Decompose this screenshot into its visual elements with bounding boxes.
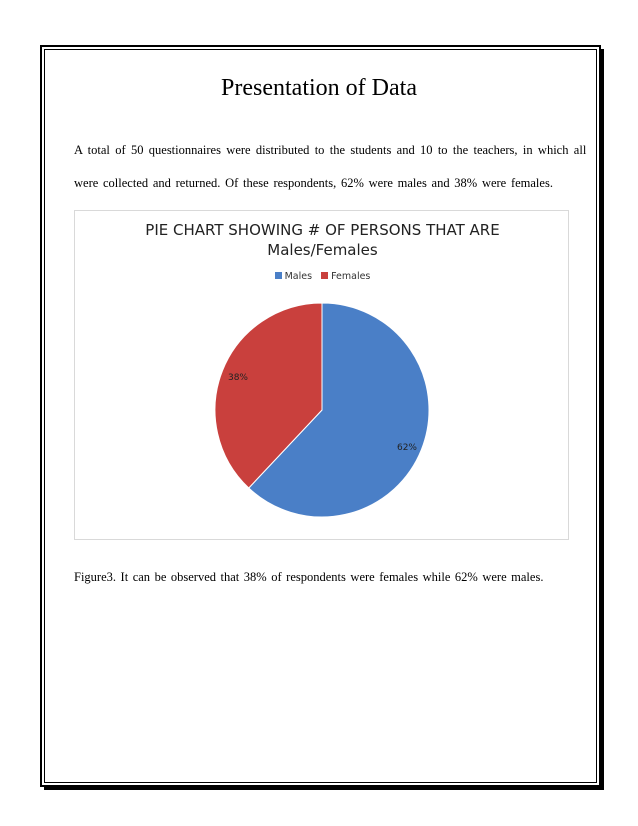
figure-caption: Figure3. It can be observed that 38% of respondents were females while 62% were males. (74, 570, 544, 584)
pie-label-females: 38% (227, 373, 249, 383)
pie-chart-svg (75, 211, 570, 541)
page-border-shadow-right (601, 49, 604, 790)
page-title: Presentation of Data (221, 75, 417, 101)
pie-chart-container (74, 210, 569, 540)
paragraph-line-2: were collected and returned. Of these respondents, 62% were males and 38% were females. (74, 176, 553, 190)
pie-label-males: 62% (396, 443, 418, 453)
chart-title-line-2: Males/Females (267, 241, 378, 259)
paragraph-line-1: A total of 50 questionnaires were distributed to the students and 10 to the teachers, in which all (74, 143, 587, 157)
page-border-shadow-bottom (44, 787, 604, 790)
chart-title-line-1: PIE CHART SHOWING # OF PERSONS THAT ARE (145, 221, 500, 239)
legend-label-males: Males (284, 271, 313, 282)
legend-label-females: Females (331, 271, 371, 282)
